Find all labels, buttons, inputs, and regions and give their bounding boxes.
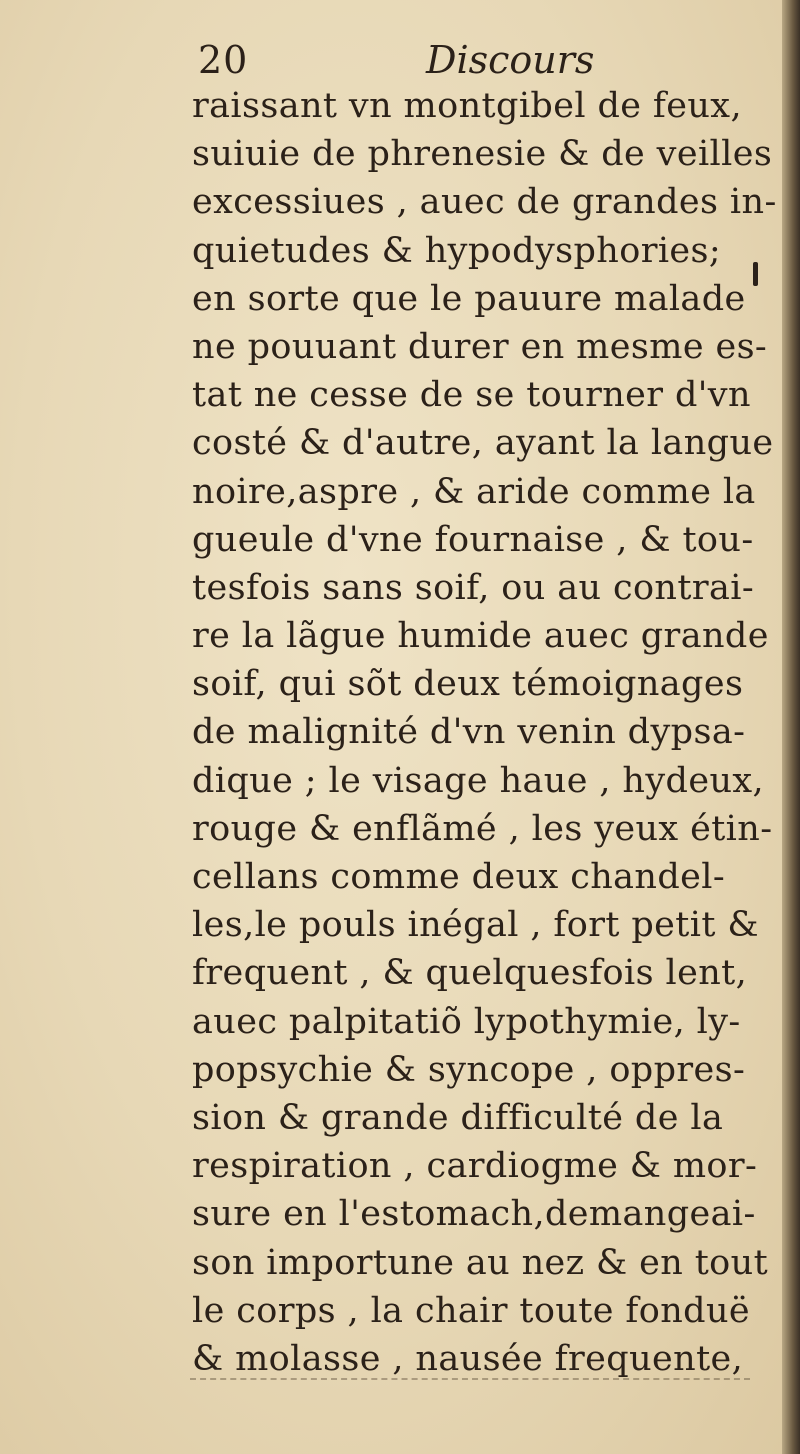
text-line: rouge & enflãmé , les yeux étin- — [192, 808, 773, 849]
text-line: tesfois sans soif, ou au contrai- — [192, 567, 755, 608]
text-line: re la lãgue humide auec grande — [192, 616, 769, 657]
text-line: suiuie de phrenesie & de veilles — [192, 134, 773, 175]
text-line: raissant vn montgibel de feux, — [192, 86, 742, 126]
text-line: cellans comme deux chandel- — [192, 857, 726, 897]
text-line: sure en l'estomach,demangeai- — [192, 1194, 756, 1235]
text-line: costé & d'autre, ayant la langue — [192, 423, 774, 464]
text-line: dique ; le visage haue , hydeux, — [192, 760, 765, 801]
text-line: sion & grande difficulté de la — [192, 1097, 724, 1138]
text-line: gueule d'vne fournaise , & tou- — [192, 519, 754, 560]
text-line: respiration , cardiogme & mor- — [192, 1146, 758, 1187]
text-line: noire,aspre , & aride comme la — [192, 471, 756, 512]
text-line: & molasse , nausée frequente, — [192, 1338, 744, 1379]
text-line: auec palpitatiõ lypothymie, ly- — [192, 1001, 741, 1042]
text-line: soif, qui sõt deux témoignages — [192, 664, 744, 705]
body-text — [192, 82, 777, 1383]
bottom-rule — [190, 1378, 750, 1380]
text-line: excessiues , auec de grandes in- — [192, 182, 777, 223]
page-gutter-shadow — [782, 0, 800, 1454]
text-line: popsychie & syncope , oppres- — [192, 1049, 746, 1090]
page-header — [198, 30, 598, 90]
text-line: frequent , & quelquesfois lent, — [192, 953, 748, 994]
text-line: ne pouuant durer en mesme es- — [192, 326, 768, 367]
text-line: de malignité d'vn venin dypsa- — [192, 712, 746, 753]
page-number: 20 — [198, 38, 249, 82]
text-line: quietudes & hypodysphories; — [192, 230, 722, 271]
text-line: son importune au nez & en tout — [192, 1242, 769, 1283]
text-line: les,le pouls inégal , fort petit & — [192, 905, 759, 946]
text-line: le corps , la chair toute fonduë — [192, 1290, 751, 1331]
margin-mark — [753, 262, 758, 286]
text-line: tat ne cesse de se tourner d'vn — [192, 375, 751, 416]
running-head: Discours — [426, 38, 595, 82]
text-line: en sorte que le pauure malade — [192, 278, 746, 319]
